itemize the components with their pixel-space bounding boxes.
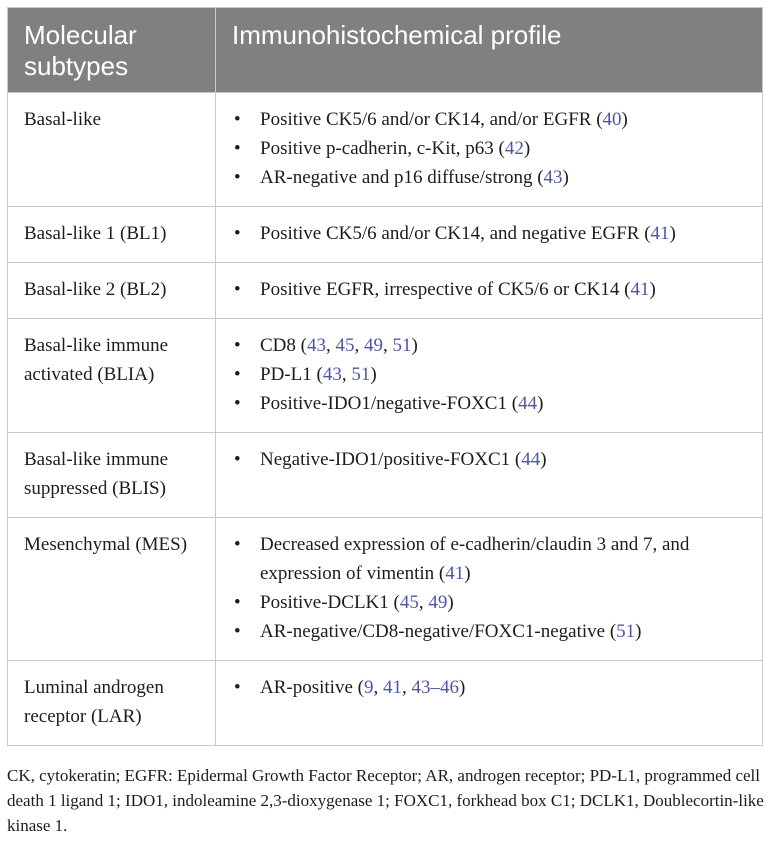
profile-cell	[216, 319, 763, 433]
reference-link[interactable]: 51	[351, 364, 371, 385]
profile-cell	[216, 433, 763, 518]
reference-link[interactable]: 49	[363, 335, 383, 356]
list-item	[232, 389, 750, 418]
bullet-icon: •	[234, 677, 241, 698]
subtype-cell: Luminal androgen receptor (LAR)	[8, 661, 216, 746]
subtype-table	[7, 7, 763, 746]
reference-link[interactable]: 45	[335, 335, 355, 356]
profile-text: PD-L1 (	[260, 364, 323, 385]
profile-text: CD8 (	[260, 335, 307, 356]
header-row	[8, 8, 763, 93]
profile-list	[232, 673, 750, 702]
table-row	[8, 319, 763, 433]
profile-list	[232, 219, 750, 248]
profile-text: )	[464, 563, 471, 584]
list-item	[232, 445, 750, 474]
profile-cell	[216, 207, 763, 263]
list-item	[232, 219, 750, 248]
reference-link[interactable]: 41	[382, 677, 402, 698]
list-item	[232, 275, 750, 304]
table-row	[8, 518, 763, 661]
header-immunohistochemical-profile: Immunohistochemical profile	[216, 8, 763, 93]
profile-text: AR-negative and p16 diffuse/strong (	[260, 167, 544, 188]
reference-link[interactable]: 43	[322, 364, 342, 385]
subtype-cell: Mesenchymal (MES)	[8, 518, 216, 661]
list-item	[232, 617, 750, 646]
profile-text: )	[458, 677, 466, 698]
profile-text: AR-positive (	[260, 677, 364, 698]
table-body	[8, 93, 763, 746]
reference-link[interactable]: 42	[504, 138, 524, 159]
bullet-icon: •	[234, 167, 241, 188]
profile-text: )	[370, 364, 377, 385]
profile-text: )	[649, 279, 656, 300]
list-item	[232, 530, 750, 588]
list-item	[232, 163, 750, 192]
table-row	[8, 207, 763, 263]
profile-text: Positive CK5/6 and/or CK14, and negative EGFR (	[260, 223, 651, 244]
profile-text: )	[540, 449, 547, 470]
profile-list	[232, 275, 750, 304]
profile-text: Positive EGFR, irrespective of CK5/6 or CK14 (	[260, 279, 631, 300]
profile-text: ,	[373, 677, 383, 698]
profile-text: )	[447, 592, 454, 613]
list-item	[232, 588, 750, 617]
reference-link[interactable]: 41	[445, 563, 465, 584]
profile-text: ,	[341, 364, 352, 385]
profile-text: )	[523, 138, 531, 159]
list-item	[232, 360, 750, 389]
reference-link[interactable]: 45	[399, 592, 419, 613]
profile-text: ,	[382, 335, 393, 356]
profile-text: ,	[401, 677, 412, 698]
profile-text: Positive CK5/6 and/or CK14, and/or EGFR (	[260, 109, 603, 130]
profile-text: ,	[354, 335, 364, 356]
bullet-icon: •	[234, 393, 241, 414]
profile-list	[232, 331, 750, 418]
profile-list	[232, 105, 750, 192]
bullet-icon: •	[234, 534, 241, 555]
profile-text: AR-negative/CD8-negative/FOXC1-negative (	[260, 621, 617, 642]
header-molecular-subtypes: Molecular subtypes	[8, 8, 216, 93]
profile-text: Positive-DCLK1 (	[260, 592, 400, 613]
table-row	[8, 263, 763, 319]
profile-cell	[216, 93, 763, 207]
profile-text: )	[621, 109, 628, 130]
reference-link[interactable]: 44	[521, 449, 541, 470]
table-row	[8, 661, 763, 746]
profile-list	[232, 530, 750, 646]
bullet-icon: •	[234, 621, 241, 642]
bullet-icon: •	[234, 109, 241, 130]
table-footnote: CK, cytokeratin; EGFR: Epidermal Growth Factor Receptor; AR, androgen receptor; PD-L1, programmed cell death 1 ligand 1; IDO1, indoleamine 2,3-dioxygenase 1; FOXC1, forkhead box C1; DCLK1, Doublecortin-like kinase 1.	[7, 766, 764, 835]
profile-text: Decreased expression of e-cadherin/claudin 3 and 7, and expression of vimentin (	[260, 534, 690, 584]
reference-link[interactable]: 51	[616, 621, 636, 642]
profile-cell	[216, 661, 763, 746]
subtype-cell: Basal-like 2 (BL2)	[8, 263, 216, 319]
reference-link[interactable]: 43	[543, 167, 563, 188]
profile-text: Negative-IDO1/positive-FOXC1 (	[260, 449, 522, 470]
profile-text: ,	[418, 592, 429, 613]
bullet-icon: •	[234, 449, 241, 470]
list-item	[232, 105, 750, 134]
bullet-icon: •	[234, 364, 241, 385]
reference-link[interactable]: 44	[518, 393, 538, 414]
profile-text: Positive p-cadherin, c-Kit, p63 (	[260, 138, 505, 159]
table-row	[8, 93, 763, 207]
reference-link[interactable]: 51	[392, 335, 412, 356]
subtype-cell: Basal-like 1 (BL1)	[8, 207, 216, 263]
reference-link[interactable]: 9	[363, 677, 374, 698]
profile-text: )	[411, 335, 418, 356]
profile-text: ,	[325, 335, 336, 356]
profile-list	[232, 445, 750, 474]
subtype-cell: Basal-like immune suppressed (BLIS)	[8, 433, 216, 518]
subtype-cell: Basal-like	[8, 93, 216, 207]
reference-link[interactable]: 43–46	[411, 677, 459, 698]
reference-link[interactable]: 49	[428, 592, 448, 613]
reference-link[interactable]: 41	[630, 279, 650, 300]
profile-text: )	[562, 167, 569, 188]
profile-text: )	[537, 393, 544, 414]
profile-text: )	[669, 223, 676, 244]
table-row	[8, 433, 763, 518]
profile-text: )	[635, 621, 642, 642]
list-item	[232, 331, 750, 360]
bullet-icon: •	[234, 592, 241, 613]
profile-cell	[216, 263, 763, 319]
profile-text: Positive-IDO1/negative-FOXC1 (	[260, 393, 519, 414]
reference-link[interactable]: 41	[650, 223, 670, 244]
bullet-icon: •	[234, 279, 241, 300]
subtype-cell: Basal-like immune activated (BLIA)	[8, 319, 216, 433]
list-item	[232, 673, 750, 702]
reference-link[interactable]: 43	[306, 335, 326, 356]
profile-cell	[216, 518, 763, 661]
list-item	[232, 134, 750, 163]
reference-link[interactable]: 40	[602, 109, 622, 130]
bullet-icon: •	[234, 138, 241, 159]
bullet-icon: •	[234, 223, 241, 244]
bullet-icon: •	[234, 335, 241, 356]
